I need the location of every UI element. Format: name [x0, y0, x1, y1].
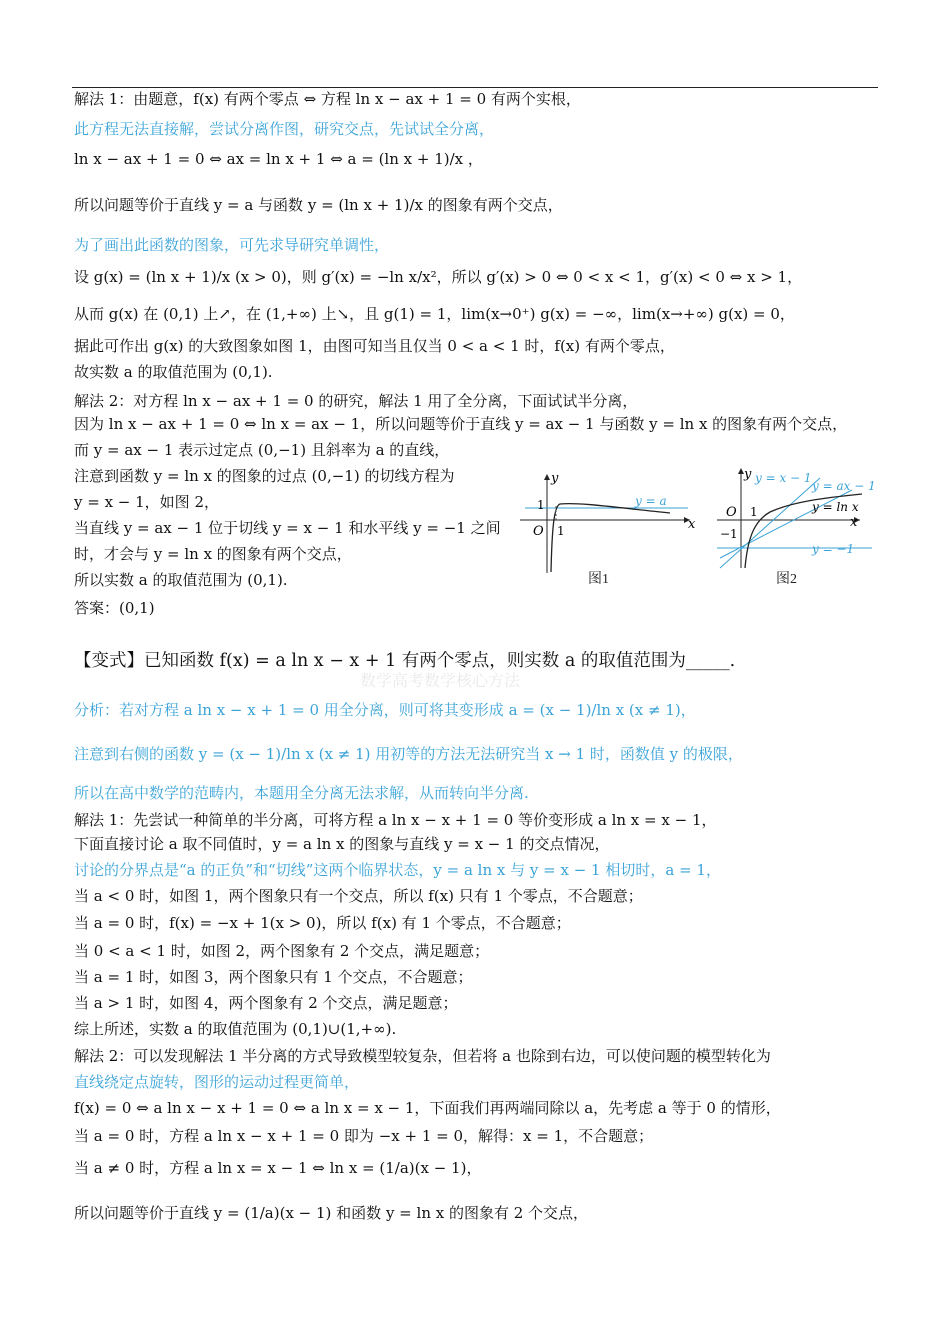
- text-line: 所以实数 a 的取值范围为 (0,1).: [74, 571, 288, 589]
- text-line: 当 0 < a < 1 时，如图 2，两个图象有 2 个交点，满足题意；: [74, 942, 490, 960]
- fig2-horizontal-label: y = −1: [812, 542, 855, 556]
- figure-1: [520, 468, 700, 578]
- text-line: 当 a = 1 时，如图 3，两个图象只有 1 个交点，不合题意；: [74, 968, 473, 986]
- fig2-tangent: [720, 478, 820, 568]
- text-line: 此方程无法直接解，尝试分离作图，研究交点，先试试全分离，: [74, 120, 495, 138]
- fig1-tick-y: 1: [537, 498, 545, 512]
- text-line: 故实数 a 的取值范围为 (0,1).: [74, 363, 273, 381]
- watermark: 数学高考数学核心方法: [360, 671, 521, 690]
- text-line: 下面直接讨论 a 取不同值时，y = a ln x 的图象与直线 y = x − 1 的交点情况，: [74, 835, 610, 853]
- top-rule: [72, 87, 878, 88]
- text-line: 注意到函数 y = ln x 的图象的过点 (0,−1) 的切线方程为: [74, 467, 455, 485]
- text-line: 注意到右侧的函数 y = (x − 1)/ln x (x ≠ 1) 用初等的方法无法研究当 x → 1 时，函数值 y 的极限，: [74, 745, 743, 763]
- text-line: 讨论的分界点是“a 的正负”和“切线”这两个临界状态，y = a ln x 与 y = x − 1 相切时，a = 1，: [74, 861, 721, 879]
- text-line: 时，才会与 y = ln x 的图象有两个交点，: [74, 545, 352, 563]
- text-line: 综上所述，实数 a 的取值范围为 (0,1)∪(1,+∞).: [74, 1020, 397, 1038]
- text-line: 当 a < 0 时，如图 1，两个图象只有一个交点，所以 f(x) 只有 1 个零点，不合题意；: [74, 887, 643, 905]
- fig2-tangent-label: y = x − 1: [755, 471, 812, 485]
- text-line: 当直线 y = ax − 1 位于切线 y = x − 1 和水平线 y = −1 之间: [74, 519, 501, 537]
- text-line: 从而 g(x) 在 (0,1) 上↗，在 (1,+∞) 上↘，且 g(1) = 1，lim(x→0⁺) g(x) = −∞，lim(x→+∞) g(x) = 0，: [74, 305, 795, 323]
- fig2-y-label: y: [744, 467, 752, 482]
- text-line: ln x − ax + 1 = 0 ⇔ ax = ln x + 1 ⇔ a = (ln x + 1)/x ，: [74, 150, 483, 168]
- text-line: 当 a ≠ 0 时，方程 a ln x = x − 1 ⇔ ln x = (1/a)(x − 1)，: [74, 1159, 482, 1177]
- fig2-curve-label: y = ln x: [812, 500, 859, 514]
- text-line: 答案：(0,1): [74, 599, 155, 617]
- text-line: 当 a = 0 时，方程 a ln x − x + 1 = 0 即为 −x + 1 = 0，解得：x = 1，不合题意；: [74, 1127, 654, 1145]
- fig1-line-label: y = a: [635, 494, 667, 508]
- fig2-line-label: y = ax − 1: [812, 479, 876, 493]
- text-line: f(x) = 0 ⇔ a ln x − x + 1 = 0 ⇔ a ln x = x − 1，下面我们再两端同除以 a，先考虑 a 等于 0 的情形，: [74, 1099, 781, 1117]
- fig1-y-label: y: [551, 471, 559, 486]
- text-line: 解法 2：可以发现解法 1 半分离的方式导致模型较复杂，但若将 a 也除到右边，可以使问题的模型转化为: [74, 1047, 771, 1065]
- text-line: 解法 1：由题意，f(x) 有两个零点 ⇔ 方程 ln x − ax + 1 = 0 有两个实根，: [74, 90, 581, 108]
- fig2-tick-y: −1: [720, 527, 738, 541]
- text-line: 因为 ln x − ax + 1 = 0 ⇔ ln x = ax − 1，所以问题等价于直线 y = ax − 1 与函数 y = ln x 的图象有两个交点，: [74, 415, 848, 433]
- text-line: 解法 1：先尝试一种简单的半分离，可将方程 a ln x − x + 1 = 0 等价变形成 a ln x = x − 1，: [74, 811, 717, 829]
- text-line: 直线绕定点旋转，图形的运动过程更简单，: [74, 1073, 360, 1091]
- text-line: 【变式】已知函数 f(x) = a ln x − x + 1 有两个零点，则实数 a 的取值范围为_____.: [74, 651, 736, 671]
- fig1-curve: [551, 504, 670, 572]
- text-line: 所以问题等价于直线 y = (1/a)(x − 1) 和函数 y = ln x 的图象有 2 个交点，: [74, 1204, 589, 1222]
- text-line: 据此可作出 g(x) 的大致图象如图 1，由图可知当且仅当 0 < a < 1 时，f(x) 有两个零点，: [74, 337, 675, 355]
- fig1-x-label: x: [688, 517, 696, 532]
- fig1-origin: O: [533, 524, 544, 539]
- figure-2: [712, 464, 882, 572]
- fig2-caption: 图2: [776, 572, 797, 587]
- text-line: 所以在高中数学的范畴内，本题用全分离无法求解，从而转向半分离.: [74, 784, 529, 802]
- fig1-caption: 图1: [588, 572, 609, 587]
- fig2-tick-x: 1: [750, 505, 758, 519]
- text-line: y = x − 1，如图 2，: [74, 493, 219, 511]
- text-line: 当 a > 1 时，如图 4，两个图象有 2 个交点，满足题意；: [74, 994, 458, 1012]
- fig1-tick-x: 1: [557, 524, 565, 538]
- text-line: 分析：若对方程 a ln x − x + 1 = 0 用全分离，则可将其变形成 a = (x − 1)/ln x (x ≠ 1)，: [74, 701, 696, 719]
- text-line: 解法 2：对方程 ln x − ax + 1 = 0 的研究，解法 1 用了全分离，下面试试半分离，: [74, 392, 638, 410]
- text-line: 为了画出此函数的图象，可先求导研究单调性，: [74, 236, 390, 254]
- fig1-y-arrow: [544, 474, 550, 480]
- text-line: 设 g(x) = (ln x + 1)/x (x > 0)，则 g′(x) = −ln x/x²，所以 g′(x) > 0 ⇔ 0 < x < 1，g′(x) < 0 ⇔ x > 1，: [74, 268, 803, 286]
- fig2-origin: O: [726, 505, 737, 520]
- text-line: 所以问题等价于直线 y = a 与函数 y = (ln x + 1)/x 的图象有两个交点，: [74, 196, 563, 214]
- text-line: 而 y = ax − 1 表示过定点 (0,−1) 且斜率为 a 的直线，: [74, 441, 450, 459]
- text-line: 当 a = 0 时，f(x) = −x + 1(x > 0)，所以 f(x) 有 1 个零点，不合题意；: [74, 914, 571, 932]
- fig2-x-label: x: [850, 515, 858, 530]
